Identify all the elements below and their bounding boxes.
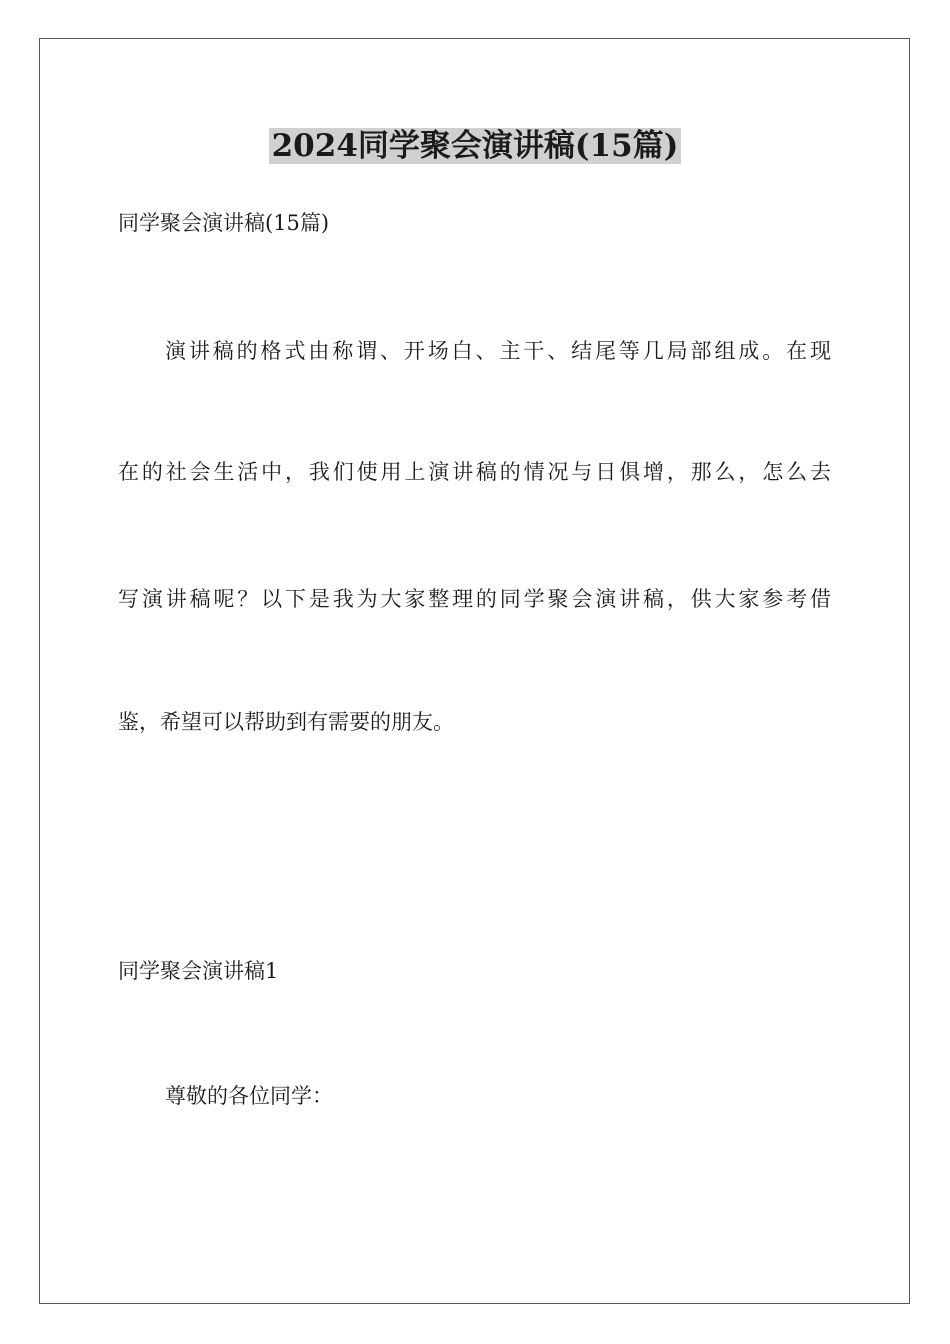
intro-paragraph-line-2: 在的社会生活中，我们使用上演讲稿的情况与日俱增，那么，怎么去 <box>118 460 831 484</box>
document-title-text: 2024同学聚会演讲稿(15篇) <box>269 128 682 164</box>
document-subtitle: 同学聚会演讲稿(15篇) <box>118 211 330 235</box>
section-heading: 同学聚会演讲稿1 <box>118 959 279 983</box>
document-title <box>0 124 950 168</box>
intro-paragraph-line-1: 演讲稿的格式由称谓、开场白、主干、结尾等几局部组成。在现 <box>165 339 831 363</box>
salutation: 尊敬的各位同学： <box>165 1084 333 1108</box>
intro-paragraph-line-3: 写演讲稿呢？以下是我为大家整理的同学聚会演讲稿，供大家参考借 <box>118 587 831 611</box>
intro-paragraph-line-4: 鉴，希望可以帮助到有需要的朋友。 <box>118 710 454 734</box>
